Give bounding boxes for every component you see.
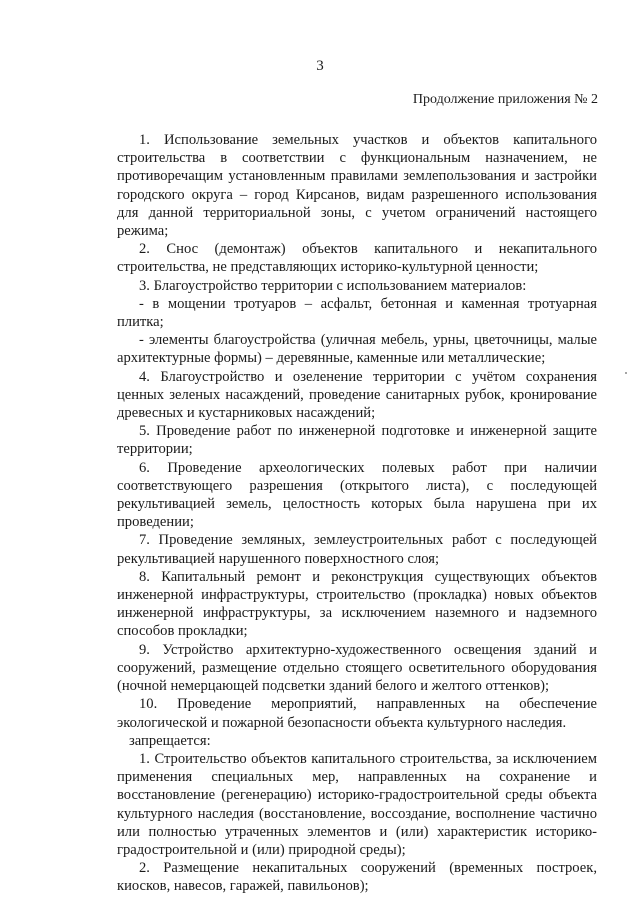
scan-speck (625, 372, 627, 374)
paragraph-10: 10. Проведение мероприятий, направленных на обеспечение экологической и пожарной безопасности объекта культурного наследия. (117, 696, 597, 731)
paragraph-3: 3. Благоустройство территории с использованием материалов: (139, 277, 527, 294)
paragraph-5: 5. Проведение работ по инженерной подготовке и инженерной защите территории; (117, 423, 597, 458)
paragraph-3-item-paving: - в мощении тротуаров – асфальт, бетонная и каменная тротуарная плитка; (117, 295, 597, 331)
paragraph-7: 7. Проведение земляных, землеустроительных работ с последующей рекультивацией нарушенного поверхностного слоя; (117, 532, 597, 567)
paragraph-1: 1. Использование земельных участков и объектов капитального строительства в соответствии с функциональным назначением, не противоречащим установленным правилами землепользования и застройки городского округа – город Кирсанов, видам разрешенного использования для данной территориальной зоны, с учетом ограничений настоящего режима; (117, 132, 597, 240)
prohibited-label: запрещается: (129, 732, 211, 749)
prohibited-item-2: 2. Размещение некапитальных сооружений (временных построек, киосков, навесов, гаражей, павильонов); (117, 860, 597, 895)
paragraph-3-item-elements: - элементы благоустройства (уличная мебель, урны, цветочницы, малые архитектурные формы) – деревянные, каменные или металлические; (117, 332, 597, 367)
page-number: 3 (316, 58, 324, 74)
document-body (117, 131, 597, 896)
paragraph-9: 9. Устройство архитектурно-художественного освещения зданий и сооружений, размещение отдельно стоящего осветительного оборудования (ночной немерцающей подсветки зданий белого и желтого оттенков); (117, 641, 597, 695)
paragraph-6: 6. Проведение археологических полевых работ при наличии соответствующего разрешения (открытого листа), с последующей рекультивацией земель, целостность которых была нарушена при их проведении; (117, 459, 597, 531)
paragraph-4: 4. Благоустройство и озеленение территории с учётом сохранения ценных зеленых насаждений, проведение санитарных рубок, кронирование древесных и кустарниковых насаждений; (117, 368, 597, 422)
paragraph-8: 8. Капитальный ремонт и реконструкция существующих объектов инженерной инфраструктуры, строительство (прокладка) новых объектов инженерной инфраструктуры, за исключением наземного и надземного способов прокладки; (117, 568, 597, 640)
paragraph-2: 2. Снос (демонтаж) объектов капитального и некапитального строительства, не представляющих историко-культурной ценности; (117, 241, 597, 276)
prohibited-item-1: 1. Строительство объектов капитального строительства, за исключением применения специальных мер, направленных на сохранение и восстановление (регенерацию) историко-градостроительной среды объекта культурного наследия (восстановление, воссоздание, восполнение частично или полностью утраченных элементов и (или) характеристик историко-градостроительной и (или) природной среды); (117, 750, 597, 858)
appendix-label: Продолжение приложения № 2 (412, 92, 598, 107)
